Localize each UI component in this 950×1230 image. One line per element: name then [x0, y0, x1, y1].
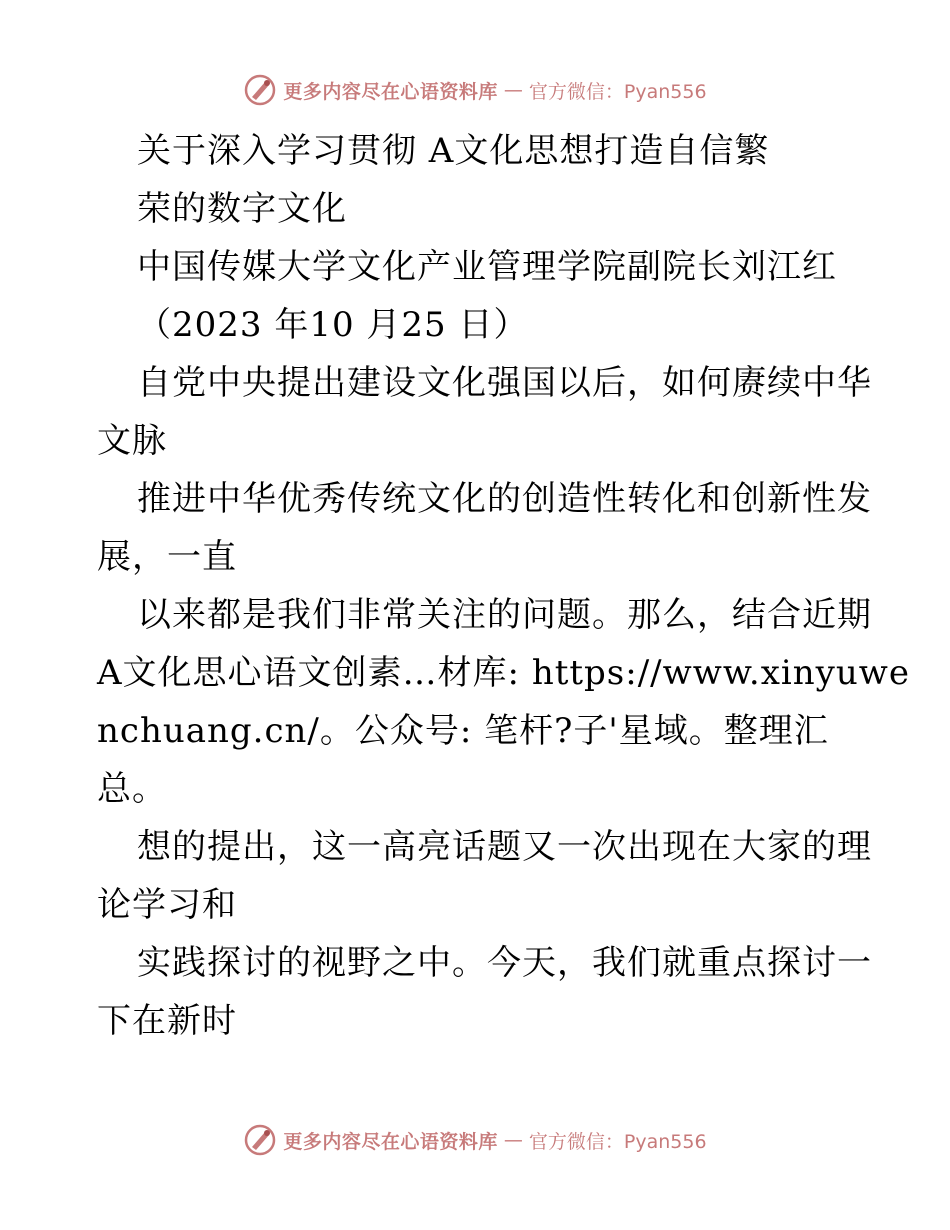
banner-text: 更多内容尽在心语资料库	[283, 80, 498, 103]
paragraph-line: 自党中央提出建设文化强国以后，如何赓续中华	[137, 363, 872, 403]
paragraph-line: 论学习和	[97, 885, 237, 925]
document-body	[97, 122, 910, 1050]
paragraph-line: 总。	[97, 769, 167, 809]
paragraph-line: 下在新时	[97, 1001, 237, 1041]
pen-logo-icon	[243, 73, 277, 107]
paragraph-line: A文化思心语文创素…材库: https://www.xinyuwe	[97, 653, 910, 693]
date-line: （2023 年10 月25 日）	[137, 305, 529, 345]
paragraph-line: 实践探讨的视野之中。今天，我们就重点探讨一	[137, 943, 872, 983]
banner-wechat: 官方微信：Pyan556	[528, 80, 707, 103]
banner-separator: —	[503, 79, 523, 101]
paragraph-line: 想的提出，这一高亮话题又一次出现在大家的理	[137, 827, 872, 867]
paragraph-line: 文脉	[97, 421, 167, 461]
banner-wechat: 官方微信：Pyan556	[528, 1130, 707, 1153]
pen-logo-icon	[243, 1123, 277, 1157]
banner-text: 更多内容尽在心语资料库	[283, 1130, 498, 1153]
title-line-2: 荣的数字文化	[137, 189, 347, 229]
header-watermark-banner	[0, 70, 950, 110]
paragraph-line: 以来都是我们非常关注的问题。那么，结合近期	[137, 595, 872, 635]
banner-separator: —	[503, 1129, 523, 1151]
paragraph-line: 展，一直	[97, 537, 237, 577]
paragraph-line: 推进中华优秀传统文化的创造性转化和创新性发	[137, 479, 872, 519]
paragraph-line: nchuang.cn/。公众号: 笔杆?子'星域。整理汇	[97, 711, 829, 751]
author-line: 中国传媒大学文化产业管理学院副院长刘江红	[137, 247, 837, 287]
title-line-1: 关于深入学习贯彻 A文化思想打造自信繁	[137, 131, 770, 171]
footer-watermark-banner	[0, 1120, 950, 1160]
